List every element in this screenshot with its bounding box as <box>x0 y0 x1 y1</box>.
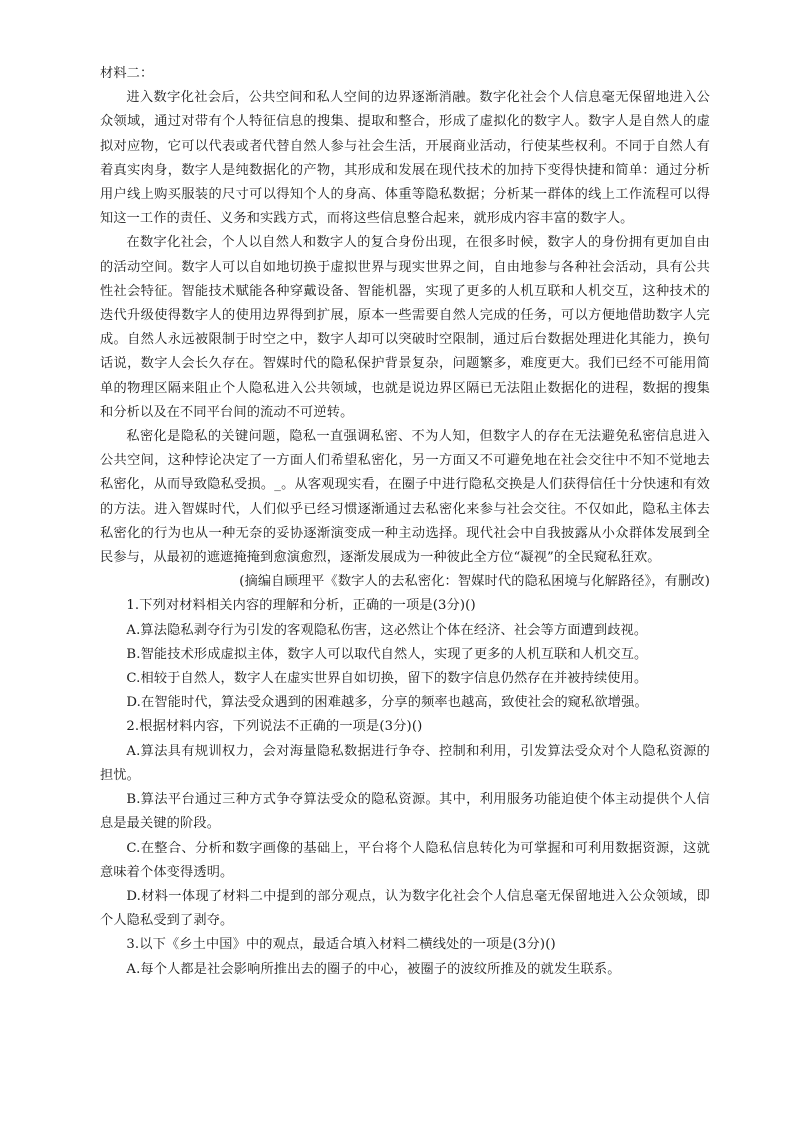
question-2-option-d: D.材料一体现了材料二中提到的部分观点，认为数字化社会个人信息毫无保留地进入公众领域，即个人隐私受到了剥夺。 <box>100 888 710 929</box>
question-2-option-a: A.算法具有规训权力，会对海量隐私数据进行争夺、控制和利用，引发算法受众对个人隐私资源的担忧。 <box>100 743 710 783</box>
material-heading: 材料二： <box>100 66 154 81</box>
material-paragraph-2: 在数字化社会，个人以自然人和数字人的复合身份出现，在很多时候，数字人的身份拥有更加自由的活动空间。数字人可以自如地切换于虚拟世界与现实世界之间，自由地参与各种社会活动，具有公共性社会特征。智能技术赋能各种穿戴设备、智能机器，实现了更多的人机互联和人机交互，这种技术的迭代升级使得数字人的使用边界得到扩展，原本一些需要自然人完成的任务，可以方便地借助数字人完成。自然人永远被限制于时空之中，数字人却可以突破时空限制，通过后台数据处理进化其能力，换句话说，数字人会长久存在。智媒时代的隐私保护背景复杂，问题繁多，难度更大。我们已经不可能用简单的物理区隔来阻止个人隐私进入公共领域，也就是说边界区隔已无法阻止数据化的进程，数据的搜集和分析以及在不同平台间的流动不可逆转。 <box>100 235 710 420</box>
question-2-option-b: B.算法平台通过三种方式争夺算法受众的隐私资源。其中，利用服务功能迫使个体主动提供个人信息是最关键的阶段。 <box>100 792 710 832</box>
material-paragraph-1: 进入数字化社会后，公共空间和私人空间的边界逐渐消融。数字化社会个人信息毫无保留地进入公众领域，通过对带有个人特征信息的搜集、提取和整合，形成了虚拟化的数字人。数字人是自然人的虚拟对应物，它可以代表或者代替自然人参与社会生活，开展商业活动，行使某些权利。不同于自然人有着真实肉身，数字人是纯数据化的产物，其形成和发展在现代技术的加持下变得快捷和简单：通过分析用户线上购买服装的尺寸可以得知个人的身高、体重等隐私数据；分析某一群体的线上工作流程可以得知这一工作的责任、义务和实践方式，而将这些信息整合起来，就形成内容丰富的数字人。 <box>100 90 710 227</box>
question-2-option-c: C.在整合、分析和数字画像的基础上，平台将个人隐私信息转化为可掌握和可利用数据资源，这就意味着个体变得透明。 <box>100 840 710 880</box>
material-paragraph-3: 私密化是隐私的关键问题，隐私一直强调私密、不为人知，但数字人的存在无法避免私密信息进入公共空间，这种悖论决定了一方面人们希望私密化，另一方面又不可避免地在社会交往中不知不觉地去私密化，从而导致隐私受损。_。从客观现实看，在圈子中进行隐私交换是人们获得信任十分快速和有效的方法。进入智媒时代，人们似乎已经习惯逐渐通过去私密化来参与社会交往。不仅如此，隐私主体去私密化的行为也从一种无奈的妥协逐渐演变成一种主动选择。现代社会中自我披露从小众群体发展到全民参与，从最初的遮遮掩掩到愈演愈烈，逐渐发展成为一种彼此全方位“凝视”的全民窥私狂欢。 <box>100 429 710 566</box>
question-1-option-d: D.在智能时代，算法受众遇到的困难越多，分享的频率也越高，致使社会的窥私欲增强。 <box>126 695 648 711</box>
question-3-stem: 3.以下《乡土中国》中的观点，最适合填入材料二横线处的一项是(3分)() <box>126 937 556 953</box>
question-1-option-b: B.智能技术形成虚拟主体，数字人可以取代自然人，实现了更多的人机互联和人机交互。 <box>126 646 648 662</box>
question-3-option-a: A.每个人都是社会影响所推出去的圈子的中心，被圈子的波纹所推及的就发生联系。 <box>126 961 621 977</box>
question-1-option-a: A.算法隐私剥夺行为引发的客观隐私伤害，这必然让个体在经济、社会等方面遭到歧视。 <box>126 622 648 638</box>
question-1-option-c: C.相较于自然人，数字人在虚实世界自如切换，留下的数字信息仍然存在并被持续使用。 <box>126 671 648 687</box>
question-1-stem: 1.下列对材料相关内容的理解和分析，正确的一项是(3分)() <box>126 598 476 614</box>
material-source: (摘编自顾理平《数字人的去私密化：智媒时代的隐私困境与化解路径》，有删改) <box>239 574 710 590</box>
document-page <box>100 62 710 982</box>
question-2-stem: 2.根据材料内容，下列说法不正确的一项是(3分)() <box>126 719 423 735</box>
